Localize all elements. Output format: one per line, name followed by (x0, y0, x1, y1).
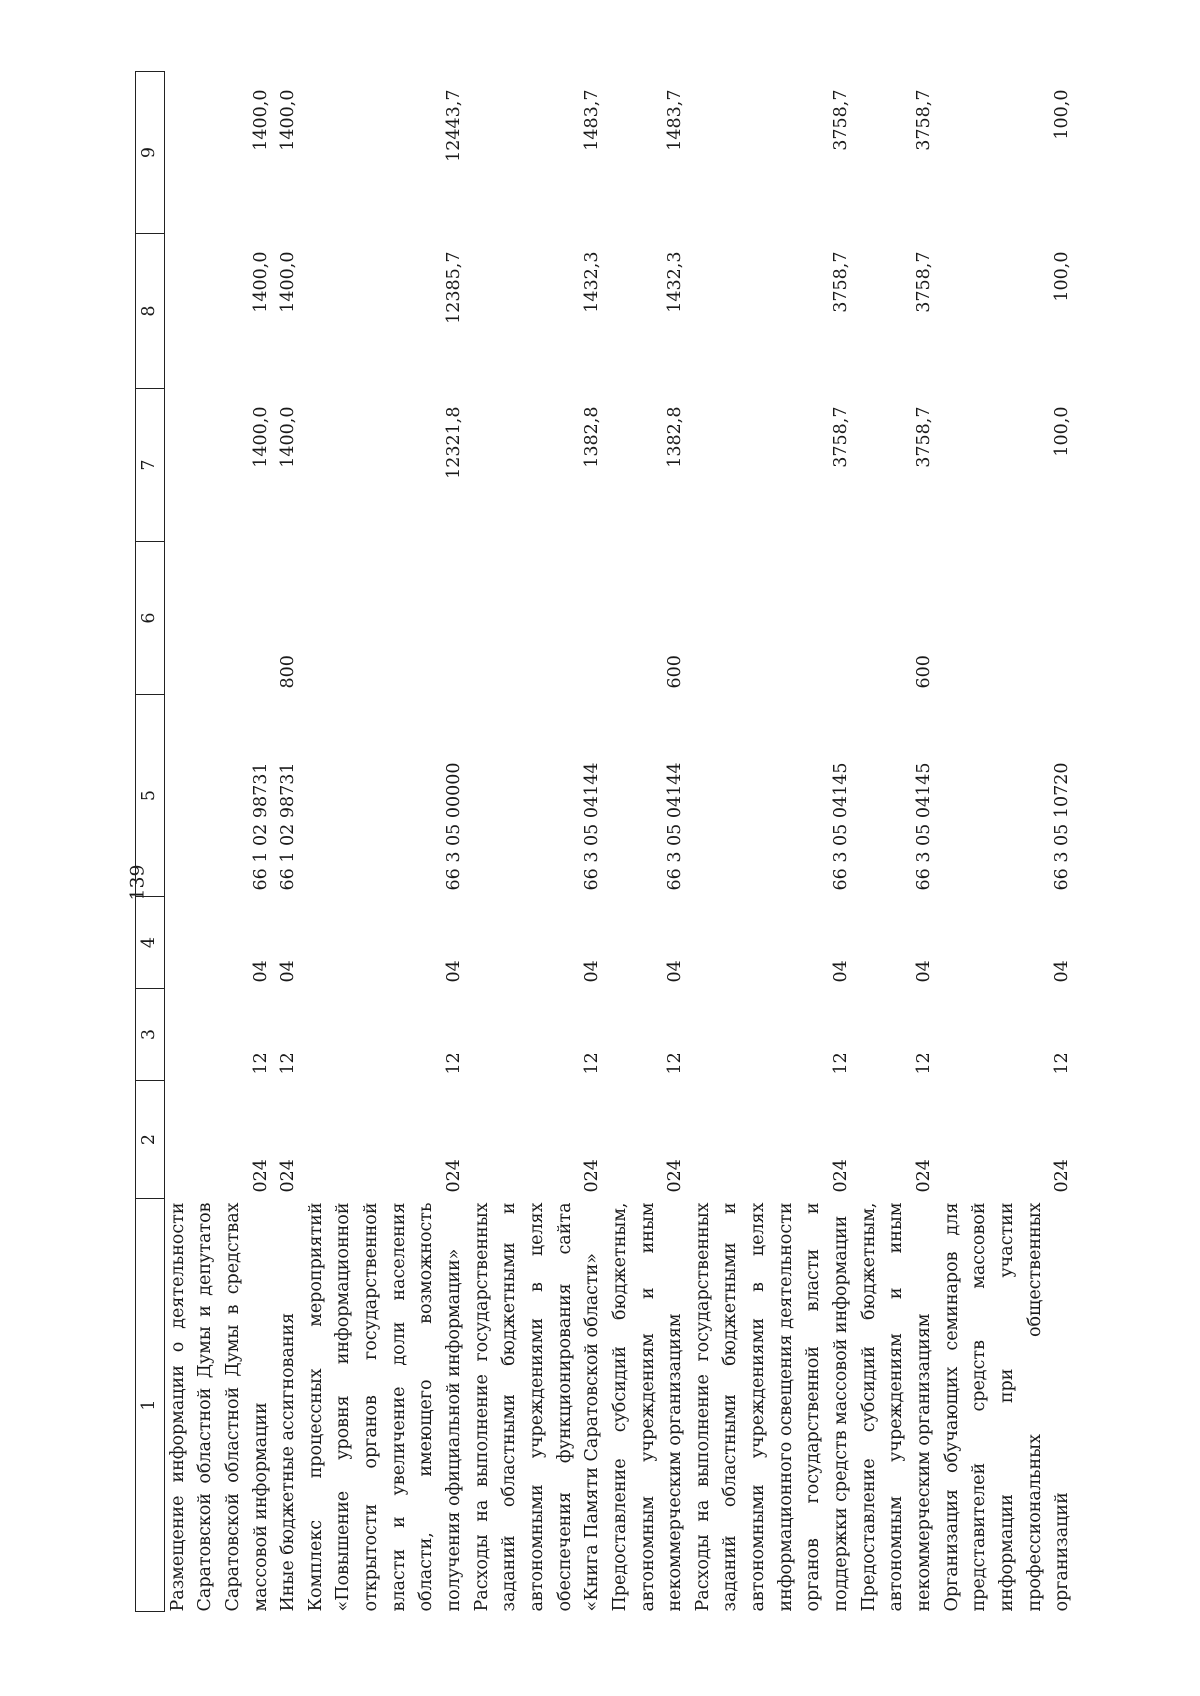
table-row (275, 72, 303, 1612)
cell-col-7: 1400,0 (250, 406, 271, 468)
cell-col-8: 1400,0 (278, 251, 299, 313)
cell-col-4: 04 (831, 960, 852, 983)
cell-col-2: 024 (250, 1159, 271, 1193)
cell-col-6 (303, 542, 469, 695)
cell-col-3: 12 (278, 1052, 299, 1075)
cell-col-4: 04 (1052, 960, 1073, 983)
budget-table-rotated (135, 72, 1073, 1612)
table-row (690, 72, 856, 1612)
cell-col-4: 04 (582, 960, 603, 983)
cell-col-8: 3758,7 (913, 251, 934, 313)
table-row (303, 72, 469, 1612)
cell-col-3: 12 (665, 1052, 686, 1075)
cell-col-9: 3758,7 (913, 89, 934, 151)
page-number: 139 (126, 864, 149, 901)
cell-col-2: 024 (1052, 1159, 1073, 1193)
cell-col-3: 12 (250, 1052, 271, 1075)
table-row (856, 72, 939, 1612)
cell-col-3: 12 (913, 1052, 934, 1075)
budget-table (135, 71, 1077, 1612)
cell-col-6 (164, 542, 275, 695)
row-description: Иные бюджетные ассигнования (278, 1312, 299, 1612)
cell-col-9: 1483,7 (665, 89, 686, 151)
cell-col-2: 024 (444, 1159, 465, 1193)
cell-col-7: 1382,8 (582, 406, 603, 468)
cell-col-3: 12 (444, 1052, 465, 1075)
row-description: Предоставление субсидий бюджетным, автономным учреждениям и иным некоммерческим организациям (858, 1202, 934, 1612)
cell-col-5: 66 1 02 98731 (250, 762, 271, 891)
table-row (607, 72, 690, 1612)
cell-col-7: 1382,8 (665, 406, 686, 468)
cell-col-5: 66 3 05 00000 (444, 762, 465, 891)
cell-col-6: 600 (913, 655, 934, 689)
cell-col-5: 66 3 05 04144 (665, 762, 686, 891)
cell-col-2: 024 (278, 1159, 299, 1193)
cell-col-3: 12 (831, 1052, 852, 1075)
cell-col-4: 04 (250, 960, 271, 983)
column-header-1: 1 (136, 1199, 165, 1612)
header-row (136, 72, 165, 1612)
cell-col-6: 600 (665, 655, 686, 689)
column-header-2: 2 (136, 1081, 165, 1199)
cell-col-8: 1400,0 (250, 251, 271, 313)
row-description: Расходы на выполнение государственных заданий областными бюджетными и автономными учреждениями в целях обеспечения функционирования сайта «Книга Памяти Саратовской области» (471, 1202, 603, 1612)
cell-col-2: 024 (831, 1159, 852, 1193)
column-header-3: 3 (136, 989, 165, 1081)
cell-col-4: 04 (913, 960, 934, 983)
cell-col-2: 024 (913, 1159, 934, 1193)
cell-col-4: 04 (278, 960, 299, 983)
cell-col-3: 12 (582, 1052, 603, 1075)
cell-col-9: 1400,0 (250, 89, 271, 151)
row-description: Размещение информации о деятельности Саратовской областной Думы и депутатов Саратовской областной Думы в средствах массовой информации (167, 1202, 271, 1612)
cell-col-4: 04 (444, 960, 465, 983)
row-description: Предоставление субсидий бюджетным, автономным учреждениям и иным некоммерческим организациям (609, 1202, 686, 1612)
cell-col-8: 3758,7 (831, 251, 852, 313)
cell-col-9: 3758,7 (831, 89, 852, 151)
cell-col-2: 024 (665, 1159, 686, 1193)
column-header-7: 7 (136, 389, 165, 542)
column-header-8: 8 (136, 234, 165, 389)
cell-col-5: 66 3 05 10720 (1052, 762, 1073, 891)
cell-col-7: 1400,0 (278, 406, 299, 468)
table-row (469, 72, 607, 1612)
cell-col-7: 3758,7 (913, 406, 934, 468)
cell-col-8: 100,0 (1052, 251, 1073, 302)
cell-col-4: 04 (665, 960, 686, 983)
cell-col-5: 66 1 02 98731 (278, 762, 299, 891)
cell-col-6 (939, 542, 1077, 695)
cell-col-9: 12443,7 (444, 89, 465, 162)
cell-col-8: 1432,3 (582, 251, 603, 313)
cell-col-5: 66 3 05 04145 (913, 762, 934, 891)
cell-col-9: 1400,0 (278, 89, 299, 151)
cell-col-7: 3758,7 (831, 406, 852, 468)
table-row (939, 72, 1077, 1612)
cell-col-9: 100,0 (1052, 89, 1073, 140)
cell-col-2: 024 (582, 1159, 603, 1193)
column-header-6: 6 (136, 542, 165, 695)
cell-col-5: 66 3 05 04144 (582, 762, 603, 891)
cell-col-7: 12321,8 (444, 406, 465, 479)
column-header-5: 5 (136, 695, 165, 897)
cell-col-8: 1432,3 (665, 251, 686, 313)
cell-col-7: 100,0 (1052, 406, 1073, 457)
row-description: Организация обучающих семинаров для представителей средств массовой информации при участии профессиональных общественных организаций (941, 1202, 1073, 1612)
cell-col-5: 66 3 05 04145 (831, 762, 852, 891)
cell-col-6: 800 (278, 655, 299, 689)
cell-col-6 (469, 542, 607, 695)
column-header-4: 4 (136, 897, 165, 989)
cell-col-6 (690, 542, 856, 695)
row-description: Комплекс процессных мероприятий «Повышение уровня информационной открытости органов государственной власти и увеличение доли населения области, имеющего возможность получения официальной информации» (305, 1202, 465, 1612)
row-description: Расходы на выполнение государственных заданий областными бюджетными и автономными учреждениями в целях информационного освещения деятельности органов государственной власти и поддержки средств массовой информации (692, 1202, 852, 1612)
cell-col-9: 1483,7 (582, 89, 603, 151)
table-row (164, 72, 275, 1612)
cell-col-8: 12385,7 (444, 251, 465, 324)
column-header-9: 9 (136, 72, 165, 234)
cell-col-3: 12 (1052, 1052, 1073, 1075)
